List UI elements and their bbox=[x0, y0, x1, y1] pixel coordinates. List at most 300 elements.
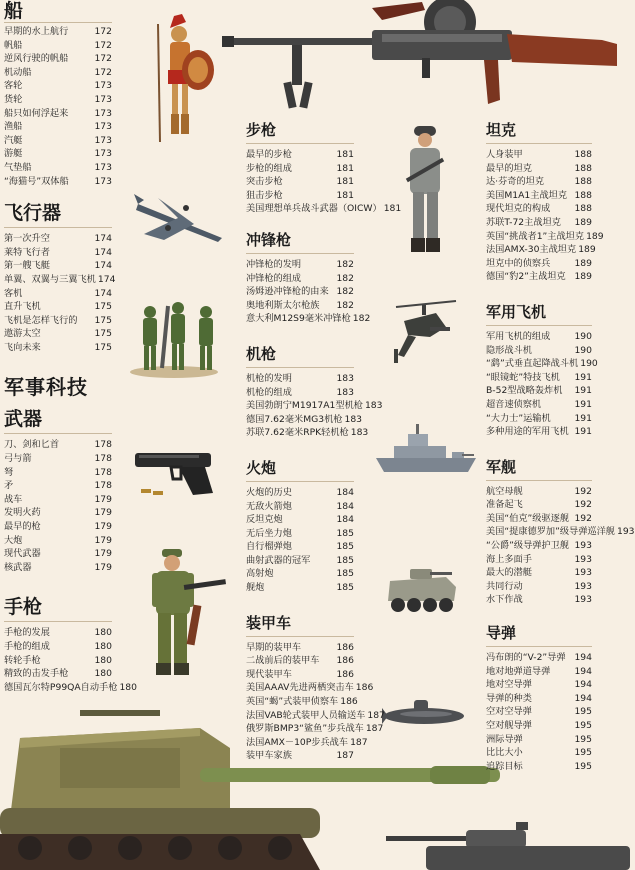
toc-entry[interactable] bbox=[486, 485, 592, 499]
toc-entry[interactable] bbox=[4, 654, 112, 668]
toc-entry-page: 183 bbox=[344, 413, 363, 425]
toc-entry[interactable] bbox=[486, 344, 592, 358]
toc-entry-label: “海猫号”双体船 bbox=[4, 175, 69, 187]
toc-entry-label: 早期的装甲车 bbox=[246, 641, 302, 653]
toc-entry-label: 转轮手枪 bbox=[4, 654, 41, 666]
toc-entry-page: 184 bbox=[336, 514, 354, 526]
toc-entry[interactable] bbox=[4, 287, 112, 301]
toc-entry-label: 汽艇 bbox=[4, 134, 23, 146]
toc-entry-page: 175 bbox=[94, 314, 112, 326]
toc-entry-label: 火炮的历史 bbox=[246, 486, 292, 498]
toc-entry-label: 冲锋枪的组成 bbox=[246, 272, 302, 284]
toc-entry-page: 179 bbox=[94, 521, 112, 533]
toc-entry[interactable] bbox=[246, 299, 354, 313]
attack-helicopter-illustration bbox=[390, 299, 460, 365]
toc-entry-label: 机动船 bbox=[4, 66, 32, 78]
toc-entry-page: 188 bbox=[574, 203, 592, 215]
toc-entry-label: 空对舰导弹 bbox=[486, 720, 532, 731]
toc-entry[interactable] bbox=[486, 257, 592, 271]
toc-entry[interactable] bbox=[4, 506, 112, 520]
toc-entry[interactable] bbox=[4, 534, 112, 548]
toc-entry-page: 194 bbox=[574, 692, 592, 704]
toc-entry[interactable] bbox=[486, 498, 592, 512]
toc-entry[interactable] bbox=[4, 314, 112, 328]
toc-entry-page: 190 bbox=[574, 330, 592, 342]
toc-entry[interactable] bbox=[486, 512, 592, 526]
toc-entry[interactable] bbox=[486, 175, 592, 189]
toc-entry-page: 175 bbox=[94, 341, 112, 353]
toc-entry-label: 德国7.62毫米MG3机枪 bbox=[246, 413, 343, 425]
tank-illustration bbox=[386, 822, 630, 870]
toc-entry[interactable] bbox=[4, 161, 112, 175]
toc-entry-label: 高射炮 bbox=[246, 568, 274, 580]
toc-entry[interactable] bbox=[4, 39, 112, 53]
toc-entry-page: 181 bbox=[336, 189, 354, 201]
toc-entry-page: 192 bbox=[574, 485, 592, 497]
toc-entry[interactable] bbox=[4, 79, 112, 93]
military-aircraft-list bbox=[486, 330, 598, 439]
toc-entry-label: 美国AAAV先进两栖突击车 bbox=[246, 682, 354, 694]
toc-entry[interactable] bbox=[486, 760, 592, 774]
toc-entry[interactable] bbox=[4, 66, 112, 80]
toc-entry-page: 172 bbox=[94, 26, 112, 37]
toc-entry-page: 179 bbox=[94, 561, 112, 573]
weapons-list bbox=[4, 438, 112, 574]
toc-entry-page: 186 bbox=[336, 655, 354, 667]
toc-entry[interactable] bbox=[486, 412, 592, 426]
toc-entry-label: 最早的枪 bbox=[4, 521, 41, 533]
toc-entry-page: 179 bbox=[94, 507, 112, 519]
toc-entry-label: 汤姆逊冲锋枪的由来 bbox=[246, 286, 329, 298]
toc-entry-page: 189 bbox=[586, 230, 604, 242]
toc-entry[interactable] bbox=[486, 665, 592, 679]
toc-entry[interactable] bbox=[246, 554, 354, 568]
toc-entry-page: 185 bbox=[336, 527, 354, 539]
toc-entry-page: 173 bbox=[94, 107, 112, 119]
toc-entry[interactable] bbox=[486, 733, 592, 747]
toc-entry-label: 大炮 bbox=[4, 534, 23, 546]
toc-entry-label: 俄罗斯BMP3“鲨鱼”步兵战车 bbox=[246, 723, 364, 735]
toc-entry-page: 193 bbox=[616, 526, 635, 538]
toc-entry-label: 步枪的组成 bbox=[246, 162, 292, 174]
column-left bbox=[4, 0, 137, 694]
toc-entry-label: 气垫船 bbox=[4, 161, 32, 173]
toc-entry-page: 175 bbox=[94, 328, 112, 340]
toc-entry[interactable] bbox=[246, 399, 383, 413]
toc-entry[interactable] bbox=[246, 513, 354, 527]
toc-entry-label: 货轮 bbox=[4, 93, 23, 105]
toc-entry-label: 弓与箭 bbox=[4, 453, 32, 465]
toc-entry[interactable] bbox=[4, 640, 112, 654]
toc-entry-page: 179 bbox=[94, 548, 112, 560]
toc-entry[interactable] bbox=[4, 120, 112, 134]
toc-entry[interactable] bbox=[486, 705, 592, 719]
toc-entry-page: 185 bbox=[336, 568, 354, 580]
toc-entry-label: “大力士”运输机 bbox=[486, 412, 551, 424]
toc-entry-label: B-52型战略轰炸机 bbox=[486, 385, 563, 397]
section-title-military-aircraft: 军用飞机 bbox=[486, 302, 547, 321]
toc-entry-page: 183 bbox=[336, 372, 354, 384]
toc-entry-page: 174 bbox=[94, 246, 112, 258]
toc-entry-page: 185 bbox=[336, 582, 354, 594]
toc-entry[interactable] bbox=[4, 547, 112, 561]
toc-entry[interactable] bbox=[486, 746, 592, 760]
toc-entry[interactable] bbox=[4, 667, 112, 681]
toc-entry[interactable] bbox=[246, 189, 354, 203]
toc-entry-page: 174 bbox=[94, 233, 112, 245]
toc-entry-page: 195 bbox=[574, 720, 592, 731]
toc-entry-label: 水下作战 bbox=[486, 594, 523, 606]
toc-entry-page: 182 bbox=[336, 299, 354, 311]
toc-entry[interactable] bbox=[4, 493, 112, 507]
toc-entry-label: 矛 bbox=[4, 480, 14, 492]
toc-entry-label: 导弹的种类 bbox=[486, 692, 532, 704]
toc-entry-label: 飞机是怎样飞行的 bbox=[4, 314, 78, 326]
toc-entry[interactable] bbox=[246, 272, 354, 286]
toc-entry[interactable] bbox=[246, 581, 354, 595]
spartan-warrior-illustration bbox=[152, 14, 218, 146]
toc-entry[interactable] bbox=[246, 148, 354, 162]
toc-entry[interactable] bbox=[4, 561, 112, 575]
toc-entry-label: 军用飞机的组成 bbox=[486, 330, 551, 342]
toc-entry[interactable] bbox=[486, 162, 592, 176]
toc-entry-label: 海上多面手 bbox=[486, 553, 532, 565]
toc-entry-label: 刀、剑和匕首 bbox=[4, 439, 60, 451]
toc-entry-label: 隐形战斗机 bbox=[486, 344, 532, 356]
toc-entry-page: 187 bbox=[365, 723, 384, 735]
toc-entry[interactable] bbox=[486, 202, 592, 216]
toc-entry[interactable] bbox=[486, 330, 592, 344]
section-title-tank: 坦克 bbox=[486, 121, 517, 139]
toc-entry-page: 188 bbox=[574, 149, 592, 160]
toc-entry-page: 174 bbox=[94, 287, 112, 299]
toc-entry-page: 191 bbox=[574, 385, 592, 397]
toc-entry[interactable] bbox=[4, 93, 112, 107]
column-middle bbox=[246, 120, 402, 763]
toc-entry-label: 舰炮 bbox=[246, 582, 265, 594]
toc-entry[interactable] bbox=[246, 540, 354, 554]
toc-entry[interactable] bbox=[246, 722, 384, 736]
toc-entry[interactable] bbox=[4, 232, 112, 246]
toc-entry-page: 195 bbox=[574, 706, 592, 718]
handgun-illustration bbox=[133, 449, 219, 497]
toc-entry[interactable] bbox=[4, 273, 116, 287]
toc-entry-page: 173 bbox=[94, 148, 112, 160]
toc-entry-page: 183 bbox=[336, 386, 354, 398]
toc-entry[interactable] bbox=[246, 641, 354, 655]
toc-entry[interactable] bbox=[246, 654, 354, 668]
toc-entry-label: 客机 bbox=[4, 287, 23, 299]
toc-entry[interactable] bbox=[246, 162, 354, 176]
toc-entry-page: 194 bbox=[574, 665, 592, 677]
toc-entry-label: 苏联T-72主战坦克 bbox=[486, 216, 561, 228]
toc-entry[interactable] bbox=[486, 357, 598, 371]
toc-entry-page: 189 bbox=[574, 271, 592, 283]
toc-entry[interactable] bbox=[246, 426, 369, 440]
toc-entry-page: 172 bbox=[94, 53, 112, 65]
toc-entry-label: 最早的坦克 bbox=[486, 162, 532, 174]
toc-entry[interactable] bbox=[246, 736, 368, 750]
toc-entry[interactable] bbox=[246, 681, 374, 695]
toc-entry[interactable] bbox=[486, 425, 592, 439]
toc-entry[interactable] bbox=[486, 539, 592, 553]
toc-entry[interactable] bbox=[246, 695, 358, 709]
toc-entry[interactable] bbox=[246, 372, 354, 386]
section-title-missile: 导弹 bbox=[486, 624, 517, 643]
toc-entry-page: 185 bbox=[336, 554, 354, 566]
toc-entry-page: 186 bbox=[355, 682, 374, 694]
toc-entry[interactable] bbox=[246, 202, 402, 216]
toc-entry-page: 178 bbox=[94, 453, 112, 465]
toc-entry-label: 共同行动 bbox=[486, 580, 523, 592]
toc-entry[interactable] bbox=[4, 438, 112, 452]
toc-entry[interactable] bbox=[246, 668, 354, 682]
toc-entry-page: 180 bbox=[94, 668, 112, 680]
toc-entry[interactable] bbox=[4, 300, 112, 314]
toc-entry-page: 174 bbox=[97, 273, 116, 285]
toc-entry[interactable] bbox=[246, 749, 354, 763]
toc-entry-page: 173 bbox=[94, 121, 112, 133]
toc-entry-page: 174 bbox=[94, 260, 112, 272]
toc-entry-page: 195 bbox=[574, 760, 592, 772]
toc-entry-label: 达·芬奇的坦克 bbox=[486, 176, 545, 188]
armored-list bbox=[246, 641, 385, 763]
toc-entry-page: 189 bbox=[574, 257, 592, 269]
toc-entry[interactable] bbox=[486, 243, 596, 257]
toc-entry-page: 188 bbox=[574, 162, 592, 174]
toc-entry-label: 人身装甲 bbox=[486, 149, 523, 160]
toc-entry-page: 173 bbox=[94, 175, 112, 187]
toc-entry-label: 游艇 bbox=[4, 148, 23, 160]
toc-entry[interactable] bbox=[4, 520, 112, 534]
toc-entry-page: 179 bbox=[94, 534, 112, 546]
toc-entry-label: 冯布朗的“V-2”导弹 bbox=[486, 652, 566, 664]
toc-entry[interactable] bbox=[486, 678, 592, 692]
toc-entry-label: 突击步枪 bbox=[246, 176, 283, 188]
toc-entry[interactable] bbox=[486, 230, 604, 244]
toc-entry-page: 187 bbox=[367, 709, 385, 721]
toc-entry[interactable] bbox=[486, 525, 635, 539]
toc-entry-page: 194 bbox=[574, 679, 592, 691]
toc-entry-page: 186 bbox=[340, 696, 358, 708]
toc-entry[interactable] bbox=[246, 413, 363, 427]
toc-entry-label: 手枪的发展 bbox=[4, 627, 50, 639]
toc-entry[interactable] bbox=[4, 107, 112, 121]
toc-entry-page: 172 bbox=[94, 39, 112, 51]
toc-entry-label: 狙击步枪 bbox=[246, 189, 283, 201]
missile-list bbox=[486, 651, 592, 773]
toc-entry[interactable] bbox=[486, 189, 592, 203]
toc-entry[interactable] bbox=[486, 398, 592, 412]
toc-entry[interactable] bbox=[486, 270, 592, 284]
toc-entry[interactable] bbox=[4, 147, 112, 161]
toc-entry-page: 173 bbox=[94, 93, 112, 105]
toc-entry[interactable] bbox=[246, 709, 385, 723]
toc-entry-label: “鹞”式垂直起降战斗机 bbox=[486, 358, 579, 370]
toc-entry-label: 苏联7.62毫米RPK轻机枪 bbox=[246, 427, 349, 439]
section-title-ship: 船 bbox=[4, 0, 24, 22]
toc-entry-page: 191 bbox=[574, 371, 592, 383]
toc-entry-label: 德国瓦尔特P99QA自动手枪 bbox=[4, 681, 118, 693]
toc-entry[interactable] bbox=[486, 580, 592, 594]
toc-entry[interactable] bbox=[246, 567, 354, 581]
toc-entry[interactable] bbox=[4, 466, 112, 480]
rifle-list bbox=[246, 148, 402, 216]
toc-entry[interactable] bbox=[4, 479, 112, 493]
toc-entry-label: 意大利M12S9毫米冲锋枪 bbox=[246, 313, 351, 325]
toc-entry-label: 曲射武器的冠军 bbox=[246, 554, 311, 566]
toc-entry-page: 181 bbox=[336, 149, 354, 160]
toc-entry-label: 船只如何浮起来 bbox=[4, 107, 69, 119]
handgun-list bbox=[4, 626, 137, 694]
toc-entry-label: 追踪目标 bbox=[486, 760, 523, 772]
toc-entry-page: 175 bbox=[94, 301, 112, 313]
toc-entry[interactable] bbox=[4, 25, 112, 39]
toc-entry-label: “眼镜蛇”特技飞机 bbox=[486, 371, 560, 383]
toc-entry-label: 精致的击发手枪 bbox=[4, 668, 69, 680]
toc-entry-page: 182 bbox=[336, 286, 354, 298]
column-right bbox=[486, 120, 635, 773]
soldier-illustration bbox=[140, 545, 230, 681]
toc-entry-page: 195 bbox=[574, 747, 592, 759]
toc-entry-page: 182 bbox=[336, 272, 354, 284]
section-title-military-tech: 军事科技 bbox=[4, 375, 88, 400]
toc-entry-label: 早期的水上航行 bbox=[4, 26, 69, 37]
ship-list bbox=[4, 25, 112, 188]
toc-entry[interactable] bbox=[246, 258, 354, 272]
toc-entry[interactable] bbox=[486, 651, 592, 665]
toc-entry-page: 195 bbox=[574, 733, 592, 745]
toc-entry-label: 第一艘飞艇 bbox=[4, 260, 50, 272]
toc-entry[interactable] bbox=[4, 681, 137, 695]
toc-entry[interactable] bbox=[486, 553, 592, 567]
toc-entry[interactable] bbox=[486, 692, 592, 706]
toc-entry-label: 最大的潜艇 bbox=[486, 567, 532, 579]
toc-entry-label: 美国理想单兵战斗武器（OICW） bbox=[246, 203, 382, 215]
warship-list bbox=[486, 485, 635, 607]
toc-entry-page: 190 bbox=[574, 344, 592, 356]
toc-entry-page: 192 bbox=[574, 499, 592, 511]
section-title-artillery: 火炮 bbox=[246, 458, 277, 477]
toc-entry-page: 186 bbox=[336, 668, 354, 680]
toc-entry[interactable] bbox=[4, 134, 112, 148]
toc-entry-label: 美国“伯克”级驱逐舰 bbox=[486, 512, 570, 524]
toc-entry[interactable] bbox=[246, 500, 354, 514]
toc-entry-page: 191 bbox=[574, 398, 592, 410]
toc-entry-label: 客轮 bbox=[4, 80, 23, 92]
toc-entry-label: 英国“挑战者1”主战坦克 bbox=[486, 230, 585, 242]
toc-entry-label: 德国“豹2”主战坦克 bbox=[486, 271, 566, 283]
toc-entry-page: 189 bbox=[578, 244, 596, 256]
toc-entry[interactable] bbox=[4, 626, 112, 640]
toc-entry[interactable] bbox=[4, 341, 112, 355]
toc-entry-page: 192 bbox=[574, 512, 592, 524]
toc-entry-label: 美国“提康德罗加”级导弹巡洋舰 bbox=[486, 526, 615, 538]
section-title-aircraft: 飞行器 bbox=[4, 202, 62, 225]
toc-entry-page: 183 bbox=[350, 427, 369, 439]
toc-entry-label: 逆风行驶的帆船 bbox=[4, 53, 69, 65]
toc-entry[interactable] bbox=[486, 216, 592, 230]
section-title-armored: 装甲车 bbox=[246, 613, 292, 632]
toc-entry-page: 191 bbox=[574, 426, 592, 438]
toc-entry-label: 二战前后的装甲车 bbox=[246, 655, 320, 667]
toc-entry-label: 空对空导弹 bbox=[486, 706, 532, 718]
toc-entry-label: 准备起飞 bbox=[486, 499, 523, 511]
toc-entry-page: 179 bbox=[94, 493, 112, 505]
toc-entry-label: 英国“蝎”式装甲侦察车 bbox=[246, 696, 339, 708]
toc-entry-label: 无后坐力炮 bbox=[246, 527, 292, 539]
toc-entry-page: 173 bbox=[94, 80, 112, 92]
toc-entry-label: 战车 bbox=[4, 493, 23, 505]
toc-entry[interactable] bbox=[486, 719, 592, 733]
toc-entry[interactable] bbox=[246, 527, 354, 541]
toc-entry[interactable] bbox=[246, 486, 354, 500]
aircraft-list bbox=[4, 232, 116, 354]
toc-entry-label: 地对地弹道导弹 bbox=[486, 665, 551, 677]
toc-entry[interactable] bbox=[246, 175, 354, 189]
toc-entry[interactable] bbox=[486, 384, 592, 398]
toc-entry-label: 法国VAB轮式装甲人员输送车 bbox=[246, 709, 366, 721]
toc-entry-page: 189 bbox=[574, 216, 592, 228]
toc-entry-label: 弩 bbox=[4, 466, 14, 478]
toc-entry[interactable] bbox=[246, 285, 354, 299]
toc-entry[interactable] bbox=[486, 566, 592, 580]
section-title-weapons: 武器 bbox=[4, 408, 43, 431]
toc-entry-label: 自行榴弹炮 bbox=[246, 541, 292, 553]
toc-entry-label: 第一次升空 bbox=[4, 233, 50, 245]
toc-entry-label: 手枪的组成 bbox=[4, 641, 50, 652]
toc-entry-label: 渔船 bbox=[4, 121, 23, 133]
armored-vehicle-illustration bbox=[386, 563, 458, 615]
toc-entry[interactable] bbox=[486, 148, 592, 162]
toc-entry-label: 帆船 bbox=[4, 39, 23, 51]
toc-entry[interactable] bbox=[4, 175, 112, 189]
toc-entry-label: 反坦克炮 bbox=[246, 514, 283, 526]
toc-entry-page: 182 bbox=[352, 313, 371, 325]
tank-list bbox=[486, 148, 604, 284]
toc-entry[interactable] bbox=[4, 52, 112, 66]
toc-entry-page: 184 bbox=[336, 486, 354, 498]
toc-entry-page: 173 bbox=[94, 161, 112, 173]
section-title-mg: 机枪 bbox=[246, 344, 277, 363]
toc-entry-label: 法国AMX－10P步兵战车 bbox=[246, 736, 349, 748]
toc-entry-page: 180 bbox=[94, 654, 112, 666]
toc-entry[interactable] bbox=[246, 386, 354, 400]
toc-entry[interactable] bbox=[4, 327, 112, 341]
toc-entry-page: 194 bbox=[574, 652, 592, 664]
artillery-list bbox=[246, 486, 354, 595]
toc-entry-label: 法国AMX-30主战坦克 bbox=[486, 244, 577, 256]
toc-entry[interactable] bbox=[486, 371, 592, 385]
toc-entry-page: 181 bbox=[336, 176, 354, 188]
toc-entry-page: 193 bbox=[574, 553, 592, 565]
toc-entry-label: 冲锋枪的发明 bbox=[246, 258, 302, 270]
toc-entry-label: 最早的步枪 bbox=[246, 149, 292, 160]
toc-entry[interactable] bbox=[486, 593, 592, 607]
toc-entry-label: 美国M1A1主战坦克 bbox=[486, 189, 568, 201]
toc-entry-page: 180 bbox=[94, 627, 112, 639]
toc-entry-page: 191 bbox=[574, 412, 592, 424]
toc-entry-page: 193 bbox=[574, 580, 592, 592]
toc-entry-page: 181 bbox=[336, 162, 354, 174]
toc-entry[interactable] bbox=[4, 452, 112, 466]
toc-entry[interactable] bbox=[246, 312, 371, 326]
toc-entry-label: 飞向未来 bbox=[4, 341, 41, 353]
toc-entry-label: 比比大小 bbox=[486, 747, 523, 759]
toc-entry[interactable] bbox=[4, 259, 112, 273]
toc-entry-page: 188 bbox=[574, 176, 592, 188]
toc-entry[interactable] bbox=[4, 246, 112, 260]
